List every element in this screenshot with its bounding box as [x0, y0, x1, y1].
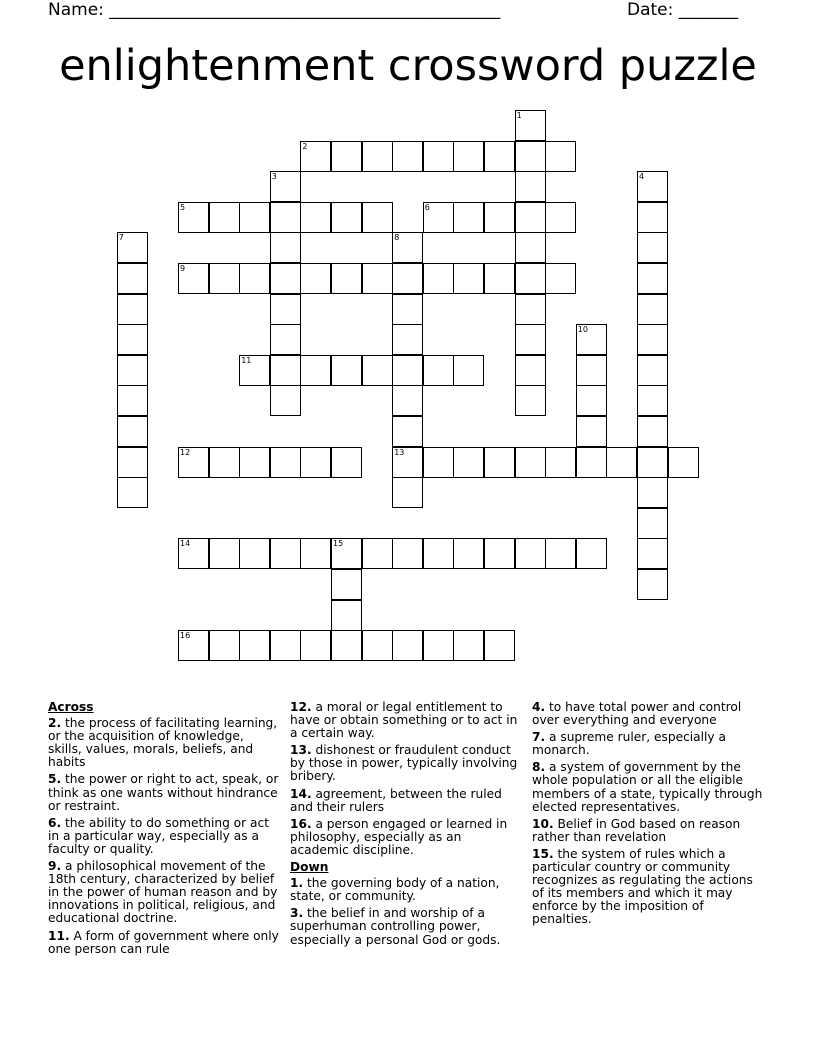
grid-cell[interactable] [484, 447, 515, 478]
grid-cell[interactable] [362, 630, 393, 661]
clue-across-12: 12. a moral or legal entitlement to have or obtain something or to act in a certain way. [290, 700, 518, 741]
grid-cell[interactable] [239, 355, 270, 386]
grid-cell[interactable] [545, 141, 576, 172]
clue-number: 7 [118, 233, 124, 243]
grid-cell[interactable] [300, 447, 331, 478]
grid-cell[interactable] [392, 477, 423, 508]
grid-cell[interactable] [576, 447, 607, 478]
grid-cell[interactable] [117, 416, 148, 447]
grid-cell[interactable] [392, 630, 423, 661]
grid-cell[interactable] [117, 232, 148, 263]
grid-cell[interactable] [484, 141, 515, 172]
grid-cell[interactable] [178, 630, 209, 661]
grid-cell[interactable] [637, 538, 668, 569]
grid-cell[interactable] [637, 202, 668, 233]
grid-cell[interactable] [637, 263, 668, 294]
grid-cell[interactable] [117, 447, 148, 478]
grid-cell[interactable] [392, 385, 423, 416]
grid-cell[interactable] [423, 141, 454, 172]
grid-cell[interactable] [362, 538, 393, 569]
grid-cell[interactable] [392, 355, 423, 386]
grid-cell[interactable] [178, 202, 209, 233]
clue-column-1 [48, 701, 280, 960]
grid-cell[interactable] [300, 263, 331, 294]
grid-cell[interactable] [300, 355, 331, 386]
grid-cell[interactable] [270, 355, 301, 386]
grid-cell[interactable] [484, 630, 515, 661]
grid-cell[interactable] [178, 263, 209, 294]
grid-cell[interactable] [637, 569, 668, 600]
grid-cell[interactable] [515, 141, 546, 172]
clue-number: 15 [333, 539, 344, 549]
clue-number: 6 [424, 202, 430, 212]
clue-number: 11 [241, 355, 252, 365]
clue-number: 5 [180, 202, 186, 212]
grid-cell[interactable] [270, 202, 301, 233]
grid-cell[interactable] [668, 447, 699, 478]
grid-cell[interactable] [484, 538, 515, 569]
date-line: Date: _______ [627, 0, 739, 20]
clue-across-16: 16. a person engaged or learned in philosophy, especially as an academic discipline. [290, 816, 508, 857]
grid-cell[interactable] [331, 630, 362, 661]
grid-cell[interactable] [392, 447, 423, 478]
grid-cell[interactable] [423, 447, 454, 478]
clue-number: 3 [271, 172, 277, 182]
grid-cell[interactable] [209, 202, 240, 233]
grid-cell[interactable] [392, 538, 423, 569]
grid-cell[interactable] [515, 324, 546, 355]
clue-across-2: 2. the process of facilitating learning, or the acquisition of knowledge, skills, values, morals, beliefs, and habits [48, 716, 278, 770]
grid-cell[interactable] [453, 263, 484, 294]
grid-cell[interactable] [362, 202, 393, 233]
grid-cell[interactable] [453, 630, 484, 661]
grid-cell[interactable] [576, 538, 607, 569]
grid-cell[interactable] [515, 447, 546, 478]
clue-across-14: 14. agreement, between the ruled and their rulers [290, 786, 502, 814]
grid-cell[interactable] [423, 263, 454, 294]
grid-cell[interactable] [637, 447, 668, 478]
grid-cell[interactable] [545, 538, 576, 569]
clue-across-6: 6. the ability to do something or act in a particular way, especially as a faculty or quality. [48, 815, 269, 856]
clue-number: 9 [180, 264, 186, 273]
clue-column-3 [532, 701, 764, 931]
grid-cell[interactable] [637, 355, 668, 386]
grid-cell[interactable] [239, 447, 270, 478]
down-heading: Down [290, 860, 329, 875]
grid-cell[interactable] [453, 202, 484, 233]
clue-number: 4 [639, 172, 645, 182]
grid-cell[interactable] [637, 171, 668, 202]
clue-number: 10 [577, 325, 588, 335]
grid-cell[interactable] [515, 110, 546, 141]
grid-cell[interactable] [178, 538, 209, 569]
grid-cell[interactable] [270, 232, 301, 263]
grid-cell[interactable] [545, 447, 576, 478]
grid-cell[interactable] [515, 171, 546, 202]
grid-cell[interactable] [209, 263, 240, 294]
grid-cell[interactable] [117, 385, 148, 416]
clue-down-7: 7. a supreme ruler, especially a monarch. [532, 730, 726, 758]
clue-column-2 [290, 701, 522, 951]
grid-cell[interactable] [362, 355, 393, 386]
grid-cell[interactable] [423, 630, 454, 661]
grid-cell[interactable] [270, 263, 301, 294]
clue-number: 12 [180, 447, 191, 457]
grid-cell[interactable] [117, 294, 148, 325]
grid-cell[interactable] [117, 355, 148, 386]
grid-cell[interactable] [392, 141, 423, 172]
grid-cell[interactable] [270, 294, 301, 325]
grid-cell[interactable] [637, 385, 668, 416]
grid-cell[interactable] [515, 538, 546, 569]
clue-across-5: 5. the power or right to act, speak, or think as one wants without hindrance or restraint. [48, 772, 279, 813]
grid-cell[interactable] [331, 538, 362, 569]
grid-cell[interactable] [545, 263, 576, 294]
grid-cell[interactable] [453, 447, 484, 478]
clue-across-13: 13. dishonest or fraudulent conduct by those in power, typically involving bribery. [290, 743, 518, 784]
grid-cell[interactable] [423, 538, 454, 569]
grid-cell[interactable] [453, 141, 484, 172]
grid-cell[interactable] [606, 447, 637, 478]
grid-cell[interactable] [392, 416, 423, 447]
grid-cell[interactable] [331, 141, 362, 172]
clue-down-8: 8. a system of government by the whole population or all the eligible members of a state, typically through elected representatives. [532, 760, 763, 814]
grid-cell[interactable] [637, 508, 668, 539]
page-title: enlightenment crossword puzzle [59, 41, 757, 91]
grid-cell[interactable] [392, 324, 423, 355]
grid-cell[interactable] [392, 263, 423, 294]
clue-across-9: 9. a philosophical movement of the 18th century, characterized by belief in the power of human reason and by innovations in political, religious, and educational doctrine. [48, 859, 278, 926]
grid-cell[interactable] [300, 202, 331, 233]
grid-cell[interactable] [270, 385, 301, 416]
clue-number: 16 [180, 631, 191, 641]
clue-across-11: 11. A form of government where only one person can rule [48, 928, 279, 956]
grid-cell[interactable] [453, 355, 484, 386]
grid-cell[interactable] [239, 263, 270, 294]
grid-cell[interactable] [637, 232, 668, 263]
grid-cell[interactable] [300, 630, 331, 661]
grid-cell[interactable] [178, 447, 209, 478]
grid-cell[interactable] [209, 538, 240, 569]
grid-cell[interactable] [331, 569, 362, 600]
clue-down-10: 10. Belief in God based on reason rather than revelation [532, 816, 741, 844]
grid-cell[interactable] [484, 263, 515, 294]
clue-down-15: 15. the system of rules which a particular country or community recognizes as regulating the actions of its members and which it may enforce by the imposition of penalties. [532, 846, 753, 927]
grid-cell[interactable] [270, 538, 301, 569]
grid-cell[interactable] [117, 324, 148, 355]
grid-cell[interactable] [392, 294, 423, 325]
grid-cell[interactable] [331, 263, 362, 294]
grid-cell[interactable] [576, 416, 607, 447]
grid-cell[interactable] [331, 447, 362, 478]
grid-cell[interactable] [239, 630, 270, 661]
clue-number: 2 [302, 141, 308, 151]
clue-down-3: 3. the belief in and worship of a superhuman controlling power, especially a personal God or gods. [290, 906, 501, 947]
grid-cell[interactable] [576, 355, 607, 386]
grid-cell[interactable] [637, 294, 668, 325]
grid-cell[interactable] [270, 447, 301, 478]
grid-cell[interactable] [484, 202, 515, 233]
grid-cell[interactable] [576, 385, 607, 416]
grid-cell[interactable] [331, 600, 362, 631]
grid-cell[interactable] [362, 263, 393, 294]
grid-cell[interactable] [423, 355, 454, 386]
grid-cell[interactable] [576, 324, 607, 355]
grid-cell[interactable] [637, 324, 668, 355]
grid-cell[interactable] [423, 202, 454, 233]
clue-number: 14 [180, 539, 191, 549]
grid-cell[interactable] [239, 202, 270, 233]
grid-cell[interactable] [117, 263, 148, 294]
across-heading: Across [48, 700, 94, 714]
grid-cell[interactable] [331, 355, 362, 386]
grid-cell[interactable] [239, 538, 270, 569]
grid-cell[interactable] [637, 477, 668, 508]
name-line: Name: ______________________________________________ [48, 0, 501, 20]
grid-cell[interactable] [270, 171, 301, 202]
grid-cell[interactable] [300, 141, 331, 172]
grid-cell[interactable] [270, 630, 301, 661]
grid-cell[interactable] [515, 355, 546, 386]
grid-cell[interactable] [637, 416, 668, 447]
grid-cell[interactable] [270, 324, 301, 355]
grid-cell[interactable] [209, 630, 240, 661]
grid-cell[interactable] [392, 232, 423, 263]
grid-cell[interactable] [515, 263, 546, 294]
grid-cell[interactable] [515, 294, 546, 325]
grid-cell[interactable] [515, 202, 546, 233]
grid-cell[interactable] [515, 232, 546, 263]
grid-cell[interactable] [545, 202, 576, 233]
grid-cell[interactable] [331, 202, 362, 233]
clue-number: 8 [394, 233, 400, 243]
grid-cell[interactable] [300, 538, 331, 569]
clue-down-1: 1. the governing body of a nation, state, or community. [290, 876, 500, 904]
grid-cell[interactable] [209, 447, 240, 478]
clue-number: 13 [394, 447, 405, 457]
grid-cell[interactable] [453, 538, 484, 569]
grid-cell[interactable] [515, 385, 546, 416]
grid-cell[interactable] [117, 477, 148, 508]
grid-cell[interactable] [362, 141, 393, 172]
clue-down-4: 4. to have total power and control over everything and everyone [532, 700, 742, 728]
clue-number: 1 [516, 111, 522, 120]
